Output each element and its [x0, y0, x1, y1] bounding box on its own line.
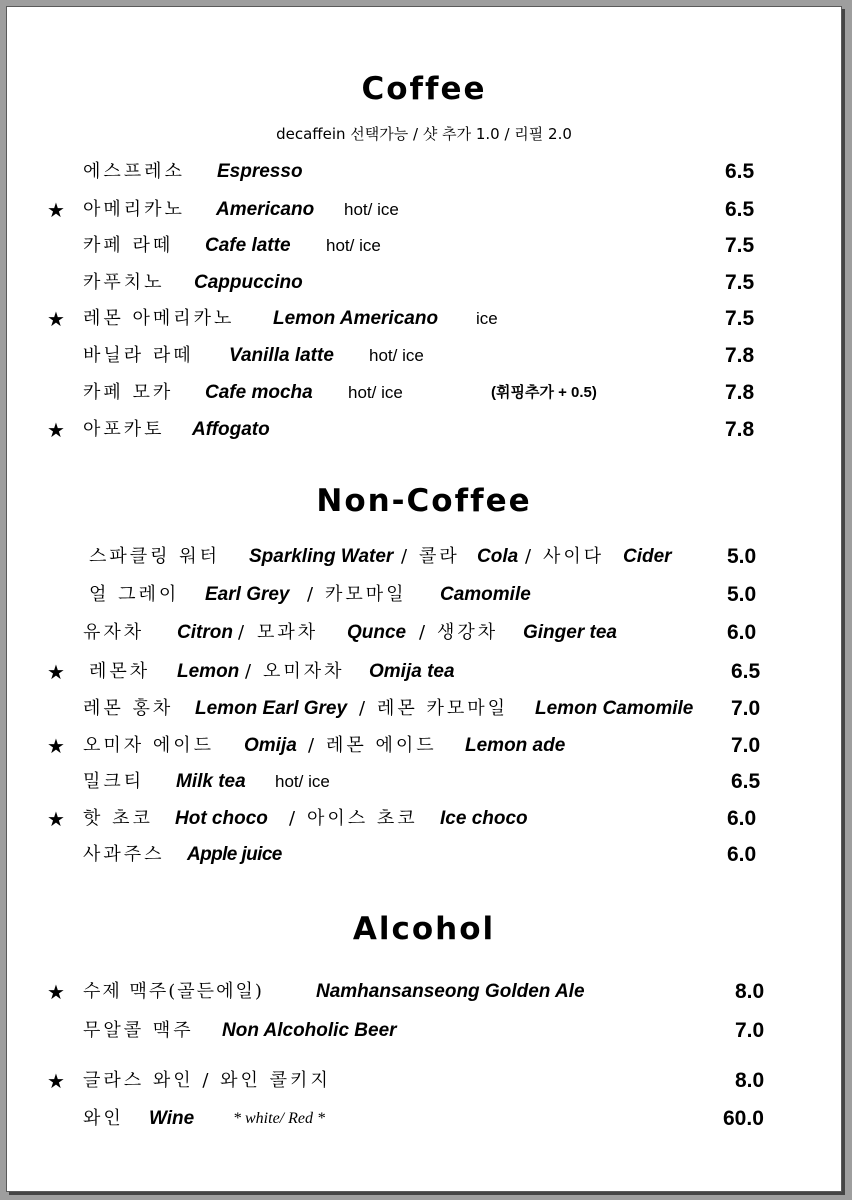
item-name-en: Affogato	[192, 419, 270, 440]
item-option: hot/ ice	[369, 346, 424, 365]
item-name-en: Non Alcoholic Beer	[222, 1020, 397, 1041]
item-price: 5.0	[727, 545, 757, 568]
item-name-en: Sparkling Water	[249, 546, 394, 567]
item-name-ko: 무알콜 맥주	[83, 1020, 194, 1041]
item-name-ko: 아이스 초코	[307, 808, 418, 829]
menu-item	[7, 231, 841, 261]
item-name-ko: 스파클링 워터	[89, 546, 221, 567]
item-price: 7.8	[725, 381, 755, 404]
coffee-title: Coffee	[361, 71, 487, 107]
item-name-ko: 오미자 에이드	[83, 735, 215, 756]
menu-item	[7, 415, 841, 445]
separator: /	[245, 661, 252, 682]
item-name-en: Lemon	[177, 661, 240, 682]
item-price: 8.0	[735, 980, 765, 1003]
item-price: 6.5	[731, 660, 761, 683]
separator: /	[401, 546, 408, 567]
item-price: 6.0	[727, 843, 757, 866]
item-name-ko: 생강차	[437, 622, 499, 643]
item-name-ko: 레몬 홍차	[83, 698, 174, 719]
menu-item	[7, 977, 841, 1007]
item-name-ko: 카페 모카	[83, 382, 174, 403]
item-name-en: Cafe latte	[205, 235, 291, 256]
menu-item	[7, 1016, 841, 1046]
item-price: 7.8	[725, 418, 755, 441]
item-option: ice	[476, 309, 498, 328]
item-name-en: Cider	[623, 546, 672, 567]
item-name-en: Ginger tea	[523, 622, 617, 643]
item-name-en: Omija tea	[369, 661, 455, 682]
menu-item	[7, 804, 841, 834]
separator: /	[307, 584, 314, 605]
star-icon: ★	[47, 418, 65, 442]
item-name-en: Omija	[244, 735, 297, 756]
star-icon: ★	[47, 807, 65, 831]
menu-item	[7, 840, 841, 870]
menu-item	[7, 268, 841, 298]
item-price: 7.8	[725, 344, 755, 367]
item-name-en: Lemon Earl Grey	[195, 698, 348, 719]
menu-item	[7, 618, 841, 648]
non-coffee-title: Non-Coffee	[316, 483, 532, 519]
item-name-ko: 바닐라 라떼	[83, 345, 194, 366]
alcohol-title: Alcohol	[352, 911, 496, 947]
item-name-ko: 아포카토	[83, 419, 165, 440]
menu-item	[7, 1066, 841, 1096]
item-price: 5.0	[727, 583, 757, 606]
menu-item	[7, 580, 841, 610]
star-icon: ★	[47, 660, 65, 684]
item-price: 6.5	[731, 770, 761, 793]
item-name-en: Apple juice	[187, 844, 282, 865]
item-name-en: Espresso	[217, 161, 303, 182]
item-name-ko: 에스프레소	[83, 161, 185, 182]
item-name-en: Ice choco	[440, 808, 528, 829]
item-extra-note: (휘핑추가 + 0.5)	[491, 384, 597, 401]
menu-item	[7, 341, 841, 371]
item-price: 7.5	[725, 234, 755, 257]
item-option: hot/ ice	[348, 383, 403, 402]
menu-item	[7, 657, 841, 687]
item-price: 7.0	[731, 734, 761, 757]
menu-item	[7, 1104, 841, 1134]
separator: /	[308, 735, 315, 756]
item-name-en: Qunce	[347, 622, 407, 643]
item-name-en: Namhansanseong Golden Ale	[316, 981, 585, 1002]
item-name-ko: 수제 맥주(골든에일)	[83, 981, 264, 1002]
item-name-ko: 사이다	[543, 546, 605, 567]
item-name-ko: 모과차	[257, 622, 319, 643]
item-name-en: Milk tea	[176, 771, 246, 792]
separator: /	[238, 622, 245, 643]
item-name-ko: 사과주스	[83, 844, 165, 865]
item-price: 6.0	[727, 621, 757, 644]
item-name-ko: 콜라	[419, 546, 460, 567]
item-price: 7.0	[731, 697, 761, 720]
item-name-ko: 카페 라떼	[83, 235, 174, 256]
item-name-en: Cola	[477, 546, 519, 567]
item-option: hot/ ice	[326, 236, 381, 255]
item-name-ko: 아메리카노	[83, 199, 185, 220]
item-name-ko: 레몬 카모마일	[377, 698, 509, 719]
item-name-ko: 오미자차	[263, 661, 345, 682]
item-name-en: Vanilla latte	[229, 345, 334, 366]
item-name-ko: 밀크티	[83, 771, 145, 792]
menu-item	[7, 304, 841, 334]
item-name-en: Camomile	[440, 584, 531, 605]
coffee-note: decaffein 선택가능 / 샷 추가 1.0 / 리필 2.0	[276, 125, 572, 143]
item-price: 6.0	[727, 807, 757, 830]
item-name-en: Lemon Camomile	[535, 698, 694, 719]
item-name-en: Americano	[216, 199, 315, 220]
item-option: * white/ Red *	[233, 1110, 325, 1127]
item-price: 7.5	[725, 307, 755, 330]
menu-item	[7, 378, 841, 408]
separator: /	[525, 546, 532, 567]
item-name-en: Wine	[149, 1108, 195, 1129]
item-name-ko: 유자차	[83, 622, 145, 643]
item-price: 60.0	[723, 1107, 764, 1130]
item-name-en: Earl Grey	[205, 584, 290, 605]
item-option: hot/ ice	[344, 200, 399, 219]
item-name-ko: 레몬 아메리카노	[83, 308, 235, 329]
item-name-ko: 레몬차	[89, 661, 151, 682]
item-name-en: Lemon Americano	[273, 308, 439, 329]
item-price: 7.5	[725, 271, 755, 294]
star-icon: ★	[47, 198, 65, 222]
item-price: 8.0	[735, 1069, 765, 1092]
item-name-en: Lemon ade	[465, 735, 566, 756]
item-name-ko: 카모마일	[325, 584, 407, 605]
star-icon: ★	[47, 1069, 65, 1093]
item-price: 6.5	[725, 198, 755, 221]
star-icon: ★	[47, 307, 65, 331]
item-price: 6.5	[725, 160, 755, 183]
menu-item	[7, 157, 841, 187]
item-name-en: Citron	[177, 622, 233, 643]
item-name-ko: 와인	[83, 1108, 124, 1129]
menu-item	[7, 195, 841, 225]
item-name-en: Cappuccino	[194, 272, 303, 293]
star-icon: ★	[47, 734, 65, 758]
item-price: 7.0	[735, 1019, 765, 1042]
separator: /	[359, 698, 366, 719]
item-name-en: Cafe mocha	[205, 382, 313, 403]
menu-item	[7, 542, 841, 572]
item-name-ko: 카푸치노	[83, 272, 165, 293]
item-name-en: Hot choco	[175, 808, 268, 829]
item-name-ko: 얼 그레이	[89, 584, 180, 605]
separator: /	[419, 622, 426, 643]
item-name-ko: 핫 초코	[83, 808, 153, 829]
item-name-ko: 글라스 와인 / 와인 콜키지	[83, 1070, 331, 1091]
separator: /	[289, 808, 296, 829]
menu-item	[7, 767, 841, 797]
menu-item	[7, 694, 841, 724]
menu-item	[7, 731, 841, 761]
star-icon: ★	[47, 980, 65, 1004]
menu-page	[6, 6, 842, 1192]
item-name-ko: 레몬 에이드	[326, 735, 437, 756]
item-option: hot/ ice	[275, 772, 330, 791]
